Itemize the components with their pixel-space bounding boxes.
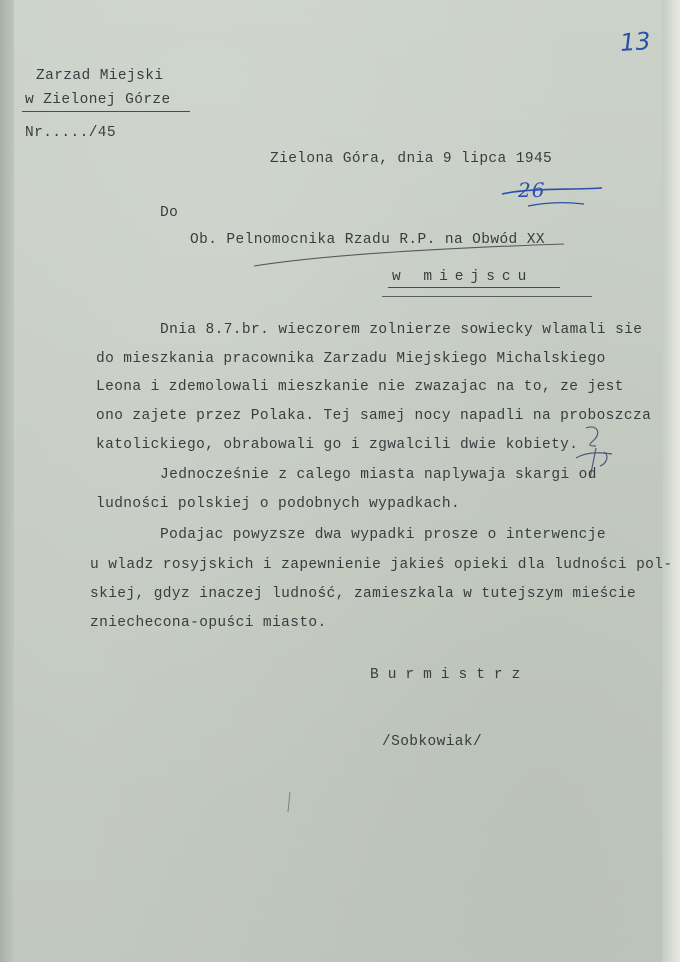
pencil-stroke bbox=[250, 240, 570, 270]
page-left-edge bbox=[0, 0, 14, 962]
body-p3-line-1: Podajac powyzsze dwa wypadki prosze o interwencje bbox=[160, 527, 606, 543]
body-p1-line-3: Leona i zdemolowali mieszkanie nie zwazajac na to, ze jest bbox=[96, 379, 624, 395]
to-label: Do bbox=[160, 205, 179, 221]
body-p1-line-2: do mieszkania pracownika Zarzadu Miejskiego Michalskiego bbox=[96, 351, 606, 367]
signature-name: /Sobkowiak/ bbox=[382, 734, 483, 750]
body-p3-line-4: zniechecona-opuści miasto. bbox=[90, 615, 327, 631]
signature-title: Burmistrz bbox=[370, 667, 530, 683]
page-number: 13 bbox=[619, 26, 652, 58]
body-p3-line-2: u wladz rosyjskich i zapewnienie jakieś opieki dla ludności pol- bbox=[90, 557, 673, 573]
pencil-tick bbox=[284, 790, 294, 814]
page-right-edge bbox=[662, 0, 680, 962]
body-p1-line-5: katolickiego, obrabowali go i zgwalcili dwie kobiety. bbox=[96, 437, 579, 453]
handwritten-number: 26 bbox=[518, 178, 546, 202]
body-p1-line-4: ono zajete przez Polaka. Tej samej nocy napadli na proboszcza bbox=[96, 408, 652, 424]
body-p1-line-1: Dnia 8.7.br. wieczorem zolnierze sowiecky wlamali sie bbox=[160, 322, 643, 338]
date-line: Zielona Góra, dnia 9 lipca 1945 bbox=[270, 151, 553, 167]
addressee-underline bbox=[388, 287, 560, 288]
sender-line-1: Zarzad Miejski bbox=[36, 68, 164, 84]
sender-line-2: w Zielonej Górze bbox=[25, 92, 171, 108]
body-p2-line-2: ludności polskiej o podobnych wypadkach. bbox=[96, 496, 461, 512]
body-p2-line-1: Jednocześnie z calego miasta naplywaja skargi od bbox=[160, 467, 597, 483]
sender-underline bbox=[22, 111, 190, 112]
blue-strike-mark bbox=[498, 180, 608, 210]
reference-number: Nr...../45 bbox=[25, 125, 117, 141]
addressee-line-1: Ob. Pelnomocnika Rzadu R.P. na Obwód XX bbox=[190, 232, 545, 248]
addressee-line-2: w miejscu bbox=[392, 269, 534, 285]
body-p3-line-3: skiej, gdyz inaczej ludność, zamieszkala w tutejszym mieście bbox=[90, 586, 637, 602]
addressee-pencil-underline bbox=[382, 296, 592, 297]
